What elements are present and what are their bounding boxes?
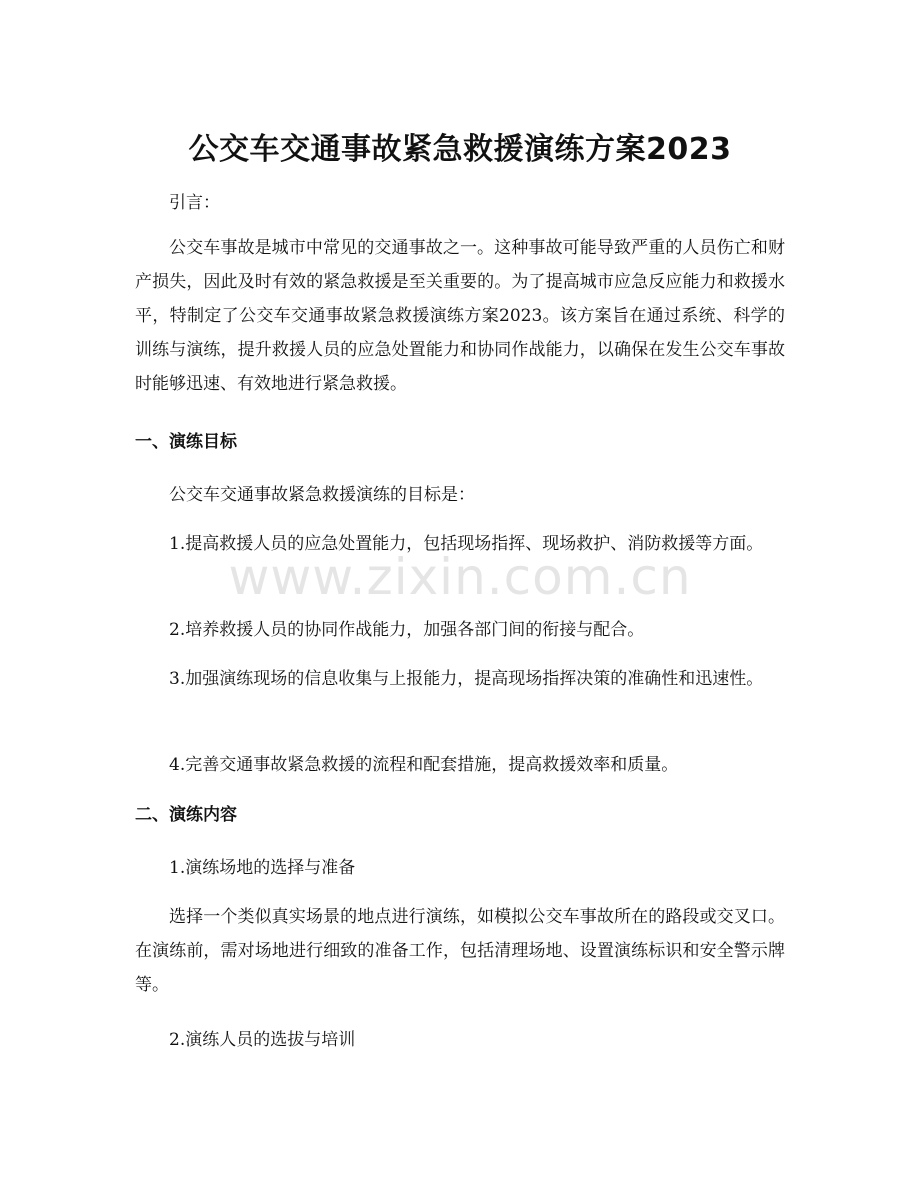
document-title: 公交车交通事故紧急救援演练方案2023 bbox=[188, 132, 732, 168]
intro-label: 引言： bbox=[169, 193, 220, 213]
section-heading-goals: 一、演练目标 bbox=[135, 432, 237, 452]
intro-paragraph: 公交车事故是城市中常见的交通事故之一。这种事故可能导致严重的人员伤亡和财产损失，因此及时有效的紧急救援是至关重要的。为了提高城市应急反应能力和救援水平，特制定了公交车交通事故紧急救援演练方案2023。该方案旨在通过系统、科学的训练与演练，提升救援人员的应急处置能力和协同作战能力，以确保在发生公交车事故时能够迅速、有效地进行紧急救援。 bbox=[135, 238, 785, 394]
watermark: www.zixin.com.cn bbox=[228, 548, 692, 606]
section-heading-content: 二、演练内容 bbox=[135, 805, 237, 825]
content-subtitle: 2.演练人员的选拔与培训 bbox=[169, 1030, 356, 1050]
content-subtitle: 1.演练场地的选择与准备 bbox=[169, 858, 356, 878]
content-paragraph: 选择一个类似真实场景的地点进行演练，如模拟公交车事故所在的路段或交叉口。在演练前，需对场地进行细致的准备工作，包括清理场地、设置演练标识和安全警示牌等。 bbox=[135, 907, 785, 995]
goals-lead: 公交车交通事故紧急救援演练的目标是： bbox=[169, 485, 475, 505]
goal-item: 2.培养救援人员的协同作战能力，加强各部门间的衔接与配合。 bbox=[169, 620, 645, 640]
goal-item: 1.提高救援人员的应急处置能力，包括现场指挥、现场救护、消防救援等方面。 bbox=[169, 534, 764, 554]
goal-item: 4.完善交通事故紧急救援的流程和配套措施，提高救援效率和质量。 bbox=[169, 755, 679, 775]
goal-item: 3.加强演练现场的信息收集与上报能力，提高现场指挥决策的准确性和迅速性。 bbox=[169, 669, 764, 689]
